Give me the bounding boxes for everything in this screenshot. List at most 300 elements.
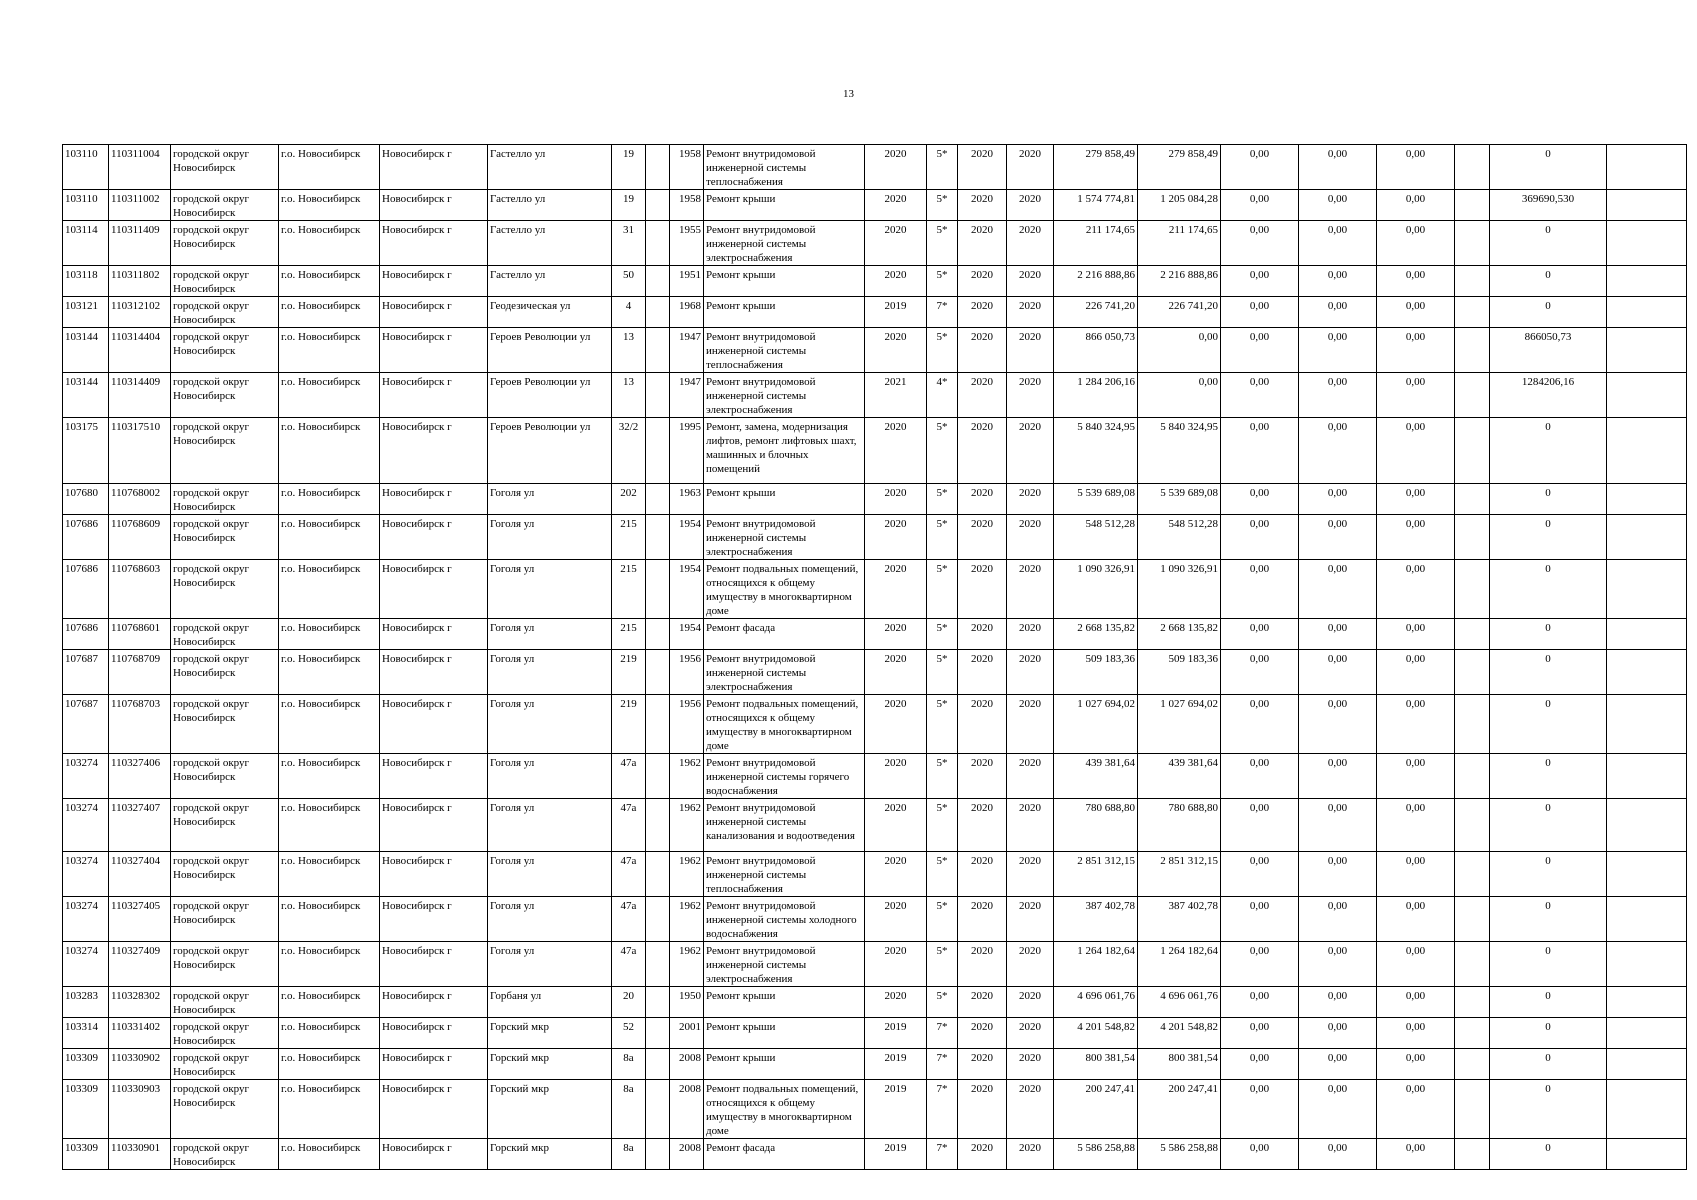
cell-plan-year: 2020 bbox=[865, 852, 927, 897]
cell-local-budget: 0,00 bbox=[1377, 1080, 1455, 1139]
cell-start-year: 2020 bbox=[958, 266, 1007, 297]
cell-municipality: городской округ Новосибирск bbox=[171, 190, 279, 221]
cell-regional-budget: 0,00 bbox=[1299, 1139, 1377, 1170]
cell-priority: 7* bbox=[927, 1049, 958, 1080]
cell-municipality: городской округ Новосибирск bbox=[171, 515, 279, 560]
cell-owner-funds: 0 bbox=[1490, 942, 1607, 987]
cell-empty-col bbox=[1455, 695, 1490, 754]
cell-street: Гоголя ул bbox=[488, 619, 612, 650]
cell-empty-col bbox=[1455, 297, 1490, 328]
cell-federal-budget: 0,00 bbox=[1221, 1049, 1299, 1080]
cell-regional-fund: 1 027 694,02 bbox=[1138, 695, 1221, 754]
cell-regional-fund: 548 512,28 bbox=[1138, 515, 1221, 560]
cell-start-year: 2020 bbox=[958, 190, 1007, 221]
cell-extra-col bbox=[1607, 1049, 1687, 1080]
cell-extra-col bbox=[1607, 266, 1687, 297]
cell-object-code: 110327407 bbox=[109, 799, 171, 852]
cell-empty-col bbox=[1455, 1080, 1490, 1139]
cell-regional-budget: 0,00 bbox=[1299, 852, 1377, 897]
cell-owner-funds: 369690,530 bbox=[1490, 190, 1607, 221]
cell-regional-fund: 200 247,41 bbox=[1138, 1080, 1221, 1139]
cell-priority: 5* bbox=[927, 145, 958, 190]
cell-owner-funds: 0 bbox=[1490, 650, 1607, 695]
cell-municipal-district: г.о. Новосибирск bbox=[279, 799, 380, 852]
cell-empty-col bbox=[1455, 852, 1490, 897]
cell-extra-col bbox=[1607, 852, 1687, 897]
cell-end-year: 2020 bbox=[1007, 754, 1054, 799]
cell-plan-year: 2020 bbox=[865, 515, 927, 560]
cell-empty-col bbox=[1455, 799, 1490, 852]
cell-locality: Новосибирск г bbox=[380, 297, 488, 328]
cell-object-code: 110311004 bbox=[109, 145, 171, 190]
cell-end-year: 2020 bbox=[1007, 418, 1054, 484]
cell-record-id: 103309 bbox=[63, 1139, 109, 1170]
cell-owner-funds: 0 bbox=[1490, 1018, 1607, 1049]
cell-federal-budget: 0,00 bbox=[1221, 328, 1299, 373]
cell-record-id: 103309 bbox=[63, 1080, 109, 1139]
cell-house-number: 8а bbox=[612, 1080, 646, 1139]
cell-start-year: 2020 bbox=[958, 650, 1007, 695]
cell-empty-col bbox=[1455, 328, 1490, 373]
cell-regional-fund: 509 183,36 bbox=[1138, 650, 1221, 695]
cell-work-type: Ремонт внутридомовой инженерной системы электроснабжения bbox=[704, 515, 865, 560]
cell-local-budget: 0,00 bbox=[1377, 799, 1455, 852]
cell-record-id: 107686 bbox=[63, 515, 109, 560]
cell-locality: Новосибирск г bbox=[380, 1139, 488, 1170]
table-row bbox=[63, 1139, 1687, 1170]
cell-priority: 5* bbox=[927, 852, 958, 897]
cell-object-code: 110768609 bbox=[109, 515, 171, 560]
cell-extra-col bbox=[1607, 619, 1687, 650]
cell-empty-col bbox=[1455, 754, 1490, 799]
cell-end-year: 2020 bbox=[1007, 266, 1054, 297]
cell-plan-year: 2020 bbox=[865, 987, 927, 1018]
cell-plan-year: 2020 bbox=[865, 650, 927, 695]
cell-owner-funds: 0 bbox=[1490, 852, 1607, 897]
cell-owner-funds: 0 bbox=[1490, 418, 1607, 484]
cell-local-budget: 0,00 bbox=[1377, 942, 1455, 987]
cell-total-cost: 4 201 548,82 bbox=[1054, 1018, 1138, 1049]
cell-end-year: 2020 bbox=[1007, 190, 1054, 221]
cell-regional-budget: 0,00 bbox=[1299, 373, 1377, 418]
cell-building bbox=[646, 852, 670, 897]
cell-local-budget: 0,00 bbox=[1377, 190, 1455, 221]
cell-work-type: Ремонт внутридомовой инженерной системы холодного водоснабжения bbox=[704, 897, 865, 942]
cell-owner-funds: 0 bbox=[1490, 145, 1607, 190]
cell-object-code: 110311802 bbox=[109, 266, 171, 297]
table-row bbox=[63, 942, 1687, 987]
cell-regional-budget: 0,00 bbox=[1299, 754, 1377, 799]
cell-local-budget: 0,00 bbox=[1377, 266, 1455, 297]
cell-record-id: 107686 bbox=[63, 619, 109, 650]
cell-empty-col bbox=[1455, 1049, 1490, 1080]
cell-total-cost: 211 174,65 bbox=[1054, 221, 1138, 266]
cell-record-id: 103309 bbox=[63, 1049, 109, 1080]
cell-build-year: 1962 bbox=[670, 799, 704, 852]
cell-work-type: Ремонт внутридомовой инженерной системы электроснабжения bbox=[704, 650, 865, 695]
cell-total-cost: 866 050,73 bbox=[1054, 328, 1138, 373]
cell-total-cost: 200 247,41 bbox=[1054, 1080, 1138, 1139]
cell-record-id: 103114 bbox=[63, 221, 109, 266]
cell-street: Гоголя ул bbox=[488, 650, 612, 695]
cell-object-code: 110331402 bbox=[109, 1018, 171, 1049]
cell-total-cost: 5 840 324,95 bbox=[1054, 418, 1138, 484]
table-row bbox=[63, 484, 1687, 515]
cell-priority: 7* bbox=[927, 1018, 958, 1049]
cell-end-year: 2020 bbox=[1007, 145, 1054, 190]
cell-house-number: 52 bbox=[612, 1018, 646, 1049]
cell-owner-funds: 0 bbox=[1490, 484, 1607, 515]
cell-locality: Новосибирск г bbox=[380, 145, 488, 190]
cell-municipal-district: г.о. Новосибирск bbox=[279, 987, 380, 1018]
cell-work-type: Ремонт крыши bbox=[704, 190, 865, 221]
cell-priority: 5* bbox=[927, 897, 958, 942]
cell-plan-year: 2019 bbox=[865, 1080, 927, 1139]
cell-plan-year: 2020 bbox=[865, 799, 927, 852]
cell-building bbox=[646, 560, 670, 619]
cell-house-number: 219 bbox=[612, 695, 646, 754]
table-row bbox=[63, 799, 1687, 852]
cell-empty-col bbox=[1455, 897, 1490, 942]
cell-regional-budget: 0,00 bbox=[1299, 190, 1377, 221]
cell-total-cost: 1 284 206,16 bbox=[1054, 373, 1138, 418]
cell-total-cost: 2 216 888,86 bbox=[1054, 266, 1138, 297]
cell-end-year: 2020 bbox=[1007, 328, 1054, 373]
cell-start-year: 2020 bbox=[958, 1018, 1007, 1049]
cell-total-cost: 509 183,36 bbox=[1054, 650, 1138, 695]
cell-empty-col bbox=[1455, 942, 1490, 987]
cell-start-year: 2020 bbox=[958, 1080, 1007, 1139]
cell-owner-funds: 0 bbox=[1490, 266, 1607, 297]
cell-regional-fund: 226 741,20 bbox=[1138, 297, 1221, 328]
cell-municipality: городской округ Новосибирск bbox=[171, 1139, 279, 1170]
cell-municipal-district: г.о. Новосибирск bbox=[279, 942, 380, 987]
table-row bbox=[63, 987, 1687, 1018]
cell-house-number: 8а bbox=[612, 1139, 646, 1170]
cell-house-number: 8а bbox=[612, 1049, 646, 1080]
table-row bbox=[63, 221, 1687, 266]
cell-total-cost: 4 696 061,76 bbox=[1054, 987, 1138, 1018]
table-row bbox=[63, 266, 1687, 297]
table-row bbox=[63, 1018, 1687, 1049]
cell-house-number: 215 bbox=[612, 515, 646, 560]
cell-regional-fund: 0,00 bbox=[1138, 328, 1221, 373]
cell-local-budget: 0,00 bbox=[1377, 852, 1455, 897]
cell-house-number: 50 bbox=[612, 266, 646, 297]
cell-extra-col bbox=[1607, 515, 1687, 560]
cell-municipality: городской округ Новосибирск bbox=[171, 221, 279, 266]
cell-building bbox=[646, 418, 670, 484]
cell-total-cost: 279 858,49 bbox=[1054, 145, 1138, 190]
cell-extra-col bbox=[1607, 373, 1687, 418]
cell-building bbox=[646, 145, 670, 190]
table-row bbox=[63, 190, 1687, 221]
cell-local-budget: 0,00 bbox=[1377, 1139, 1455, 1170]
cell-locality: Новосибирск г bbox=[380, 987, 488, 1018]
cell-build-year: 1958 bbox=[670, 145, 704, 190]
cell-federal-budget: 0,00 bbox=[1221, 619, 1299, 650]
cell-build-year: 1962 bbox=[670, 754, 704, 799]
cell-federal-budget: 0,00 bbox=[1221, 897, 1299, 942]
cell-house-number: 47а bbox=[612, 942, 646, 987]
cell-regional-fund: 800 381,54 bbox=[1138, 1049, 1221, 1080]
cell-municipal-district: г.о. Новосибирск bbox=[279, 650, 380, 695]
cell-object-code: 110311002 bbox=[109, 190, 171, 221]
cell-street: Гоголя ул bbox=[488, 897, 612, 942]
cell-plan-year: 2020 bbox=[865, 484, 927, 515]
cell-regional-budget: 0,00 bbox=[1299, 650, 1377, 695]
cell-build-year: 1958 bbox=[670, 190, 704, 221]
cell-start-year: 2020 bbox=[958, 328, 1007, 373]
cell-end-year: 2020 bbox=[1007, 987, 1054, 1018]
cell-record-id: 103110 bbox=[63, 190, 109, 221]
cell-federal-budget: 0,00 bbox=[1221, 297, 1299, 328]
cell-build-year: 1954 bbox=[670, 515, 704, 560]
cell-plan-year: 2020 bbox=[865, 190, 927, 221]
cell-house-number: 47а bbox=[612, 799, 646, 852]
cell-regional-fund: 279 858,49 bbox=[1138, 145, 1221, 190]
cell-build-year: 1951 bbox=[670, 266, 704, 297]
cell-object-code: 110327406 bbox=[109, 754, 171, 799]
cell-record-id: 103175 bbox=[63, 418, 109, 484]
cell-empty-col bbox=[1455, 560, 1490, 619]
cell-plan-year: 2021 bbox=[865, 373, 927, 418]
cell-priority: 5* bbox=[927, 560, 958, 619]
cell-street: Гастелло ул bbox=[488, 266, 612, 297]
cell-work-type: Ремонт подвальных помещений, относящихся к общему имуществу в многоквартирном доме bbox=[704, 560, 865, 619]
cell-street: Гоголя ул bbox=[488, 515, 612, 560]
cell-municipal-district: г.о. Новосибирск bbox=[279, 754, 380, 799]
cell-total-cost: 5 539 689,08 bbox=[1054, 484, 1138, 515]
cell-work-type: Ремонт подвальных помещений, относящихся к общему имуществу в многоквартирном доме bbox=[704, 695, 865, 754]
cell-plan-year: 2020 bbox=[865, 560, 927, 619]
cell-building bbox=[646, 515, 670, 560]
cell-regional-budget: 0,00 bbox=[1299, 1049, 1377, 1080]
cell-record-id: 103314 bbox=[63, 1018, 109, 1049]
cell-locality: Новосибирск г bbox=[380, 190, 488, 221]
cell-extra-col bbox=[1607, 221, 1687, 266]
cell-locality: Новосибирск г bbox=[380, 897, 488, 942]
cell-municipality: городской округ Новосибирск bbox=[171, 560, 279, 619]
cell-build-year: 1956 bbox=[670, 650, 704, 695]
cell-owner-funds: 0 bbox=[1490, 1139, 1607, 1170]
cell-record-id: 103283 bbox=[63, 987, 109, 1018]
cell-build-year: 1963 bbox=[670, 484, 704, 515]
cell-extra-col bbox=[1607, 484, 1687, 515]
cell-build-year: 1968 bbox=[670, 297, 704, 328]
cell-record-id: 103274 bbox=[63, 799, 109, 852]
cell-work-type: Ремонт крыши bbox=[704, 297, 865, 328]
cell-regional-budget: 0,00 bbox=[1299, 266, 1377, 297]
cell-regional-budget: 0,00 bbox=[1299, 328, 1377, 373]
cell-regional-fund: 4 201 548,82 bbox=[1138, 1018, 1221, 1049]
cell-empty-col bbox=[1455, 373, 1490, 418]
table-body bbox=[63, 145, 1687, 1170]
cell-start-year: 2020 bbox=[958, 754, 1007, 799]
cell-owner-funds: 0 bbox=[1490, 897, 1607, 942]
cell-municipality: городской округ Новосибирск bbox=[171, 619, 279, 650]
cell-total-cost: 5 586 258,88 bbox=[1054, 1139, 1138, 1170]
cell-record-id: 107686 bbox=[63, 560, 109, 619]
cell-empty-col bbox=[1455, 418, 1490, 484]
cell-municipality: городской округ Новосибирск bbox=[171, 942, 279, 987]
cell-empty-col bbox=[1455, 987, 1490, 1018]
cell-regional-fund: 2 216 888,86 bbox=[1138, 266, 1221, 297]
cell-start-year: 2020 bbox=[958, 799, 1007, 852]
cell-object-code: 110328302 bbox=[109, 987, 171, 1018]
cell-local-budget: 0,00 bbox=[1377, 754, 1455, 799]
cell-end-year: 2020 bbox=[1007, 221, 1054, 266]
cell-owner-funds: 1284206,16 bbox=[1490, 373, 1607, 418]
cell-priority: 7* bbox=[927, 297, 958, 328]
cell-end-year: 2020 bbox=[1007, 484, 1054, 515]
capital-repair-table bbox=[62, 144, 1687, 1170]
cell-federal-budget: 0,00 bbox=[1221, 515, 1299, 560]
cell-priority: 5* bbox=[927, 328, 958, 373]
cell-record-id: 103144 bbox=[63, 373, 109, 418]
cell-street: Гастелло ул bbox=[488, 190, 612, 221]
cell-empty-col bbox=[1455, 1018, 1490, 1049]
cell-work-type: Ремонт фасада bbox=[704, 619, 865, 650]
cell-federal-budget: 0,00 bbox=[1221, 266, 1299, 297]
cell-plan-year: 2020 bbox=[865, 695, 927, 754]
cell-total-cost: 439 381,64 bbox=[1054, 754, 1138, 799]
table-row bbox=[63, 650, 1687, 695]
cell-empty-col bbox=[1455, 190, 1490, 221]
cell-total-cost: 780 688,80 bbox=[1054, 799, 1138, 852]
cell-locality: Новосибирск г bbox=[380, 1080, 488, 1139]
cell-priority: 5* bbox=[927, 650, 958, 695]
cell-regional-budget: 0,00 bbox=[1299, 1080, 1377, 1139]
cell-municipal-district: г.о. Новосибирск bbox=[279, 297, 380, 328]
cell-municipality: городской округ Новосибирск bbox=[171, 373, 279, 418]
cell-priority: 5* bbox=[927, 695, 958, 754]
cell-record-id: 103274 bbox=[63, 942, 109, 987]
cell-street: Героев Революции ул bbox=[488, 418, 612, 484]
cell-empty-col bbox=[1455, 650, 1490, 695]
cell-federal-budget: 0,00 bbox=[1221, 221, 1299, 266]
cell-build-year: 1962 bbox=[670, 942, 704, 987]
cell-owner-funds: 0 bbox=[1490, 619, 1607, 650]
cell-record-id: 103144 bbox=[63, 328, 109, 373]
cell-record-id: 103121 bbox=[63, 297, 109, 328]
cell-house-number: 31 bbox=[612, 221, 646, 266]
cell-street: Гоголя ул bbox=[488, 484, 612, 515]
cell-extra-col bbox=[1607, 754, 1687, 799]
cell-object-code: 110327409 bbox=[109, 942, 171, 987]
table-row bbox=[63, 1080, 1687, 1139]
cell-street: Горский мкр bbox=[488, 1080, 612, 1139]
cell-plan-year: 2020 bbox=[865, 754, 927, 799]
cell-start-year: 2020 bbox=[958, 297, 1007, 328]
cell-total-cost: 226 741,20 bbox=[1054, 297, 1138, 328]
cell-build-year: 1947 bbox=[670, 373, 704, 418]
cell-plan-year: 2020 bbox=[865, 418, 927, 484]
cell-build-year: 1995 bbox=[670, 418, 704, 484]
cell-locality: Новосибирск г bbox=[380, 418, 488, 484]
cell-street: Гоголя ул bbox=[488, 852, 612, 897]
cell-regional-budget: 0,00 bbox=[1299, 515, 1377, 560]
cell-locality: Новосибирск г bbox=[380, 1049, 488, 1080]
cell-federal-budget: 0,00 bbox=[1221, 484, 1299, 515]
cell-regional-fund: 780 688,80 bbox=[1138, 799, 1221, 852]
cell-regional-budget: 0,00 bbox=[1299, 799, 1377, 852]
cell-work-type: Ремонт внутридомовой инженерной системы электроснабжения bbox=[704, 221, 865, 266]
cell-building bbox=[646, 484, 670, 515]
cell-start-year: 2020 bbox=[958, 852, 1007, 897]
cell-end-year: 2020 bbox=[1007, 619, 1054, 650]
cell-priority: 5* bbox=[927, 987, 958, 1018]
cell-street: Горбаня ул bbox=[488, 987, 612, 1018]
cell-federal-budget: 0,00 bbox=[1221, 190, 1299, 221]
cell-work-type: Ремонт фасада bbox=[704, 1139, 865, 1170]
cell-municipal-district: г.о. Новосибирск bbox=[279, 897, 380, 942]
cell-regional-budget: 0,00 bbox=[1299, 695, 1377, 754]
cell-building bbox=[646, 1139, 670, 1170]
cell-building bbox=[646, 373, 670, 418]
cell-start-year: 2020 bbox=[958, 897, 1007, 942]
cell-priority: 5* bbox=[927, 754, 958, 799]
cell-record-id: 107680 bbox=[63, 484, 109, 515]
cell-street: Горский мкр bbox=[488, 1139, 612, 1170]
cell-building bbox=[646, 987, 670, 1018]
cell-street: Гоголя ул bbox=[488, 560, 612, 619]
cell-building bbox=[646, 619, 670, 650]
cell-municipal-district: г.о. Новосибирск bbox=[279, 145, 380, 190]
cell-locality: Новосибирск г bbox=[380, 560, 488, 619]
cell-total-cost: 548 512,28 bbox=[1054, 515, 1138, 560]
cell-street: Горский мкр bbox=[488, 1018, 612, 1049]
cell-work-type: Ремонт внутридомовой инженерной системы теплоснабжения bbox=[704, 852, 865, 897]
cell-local-budget: 0,00 bbox=[1377, 297, 1455, 328]
table-row bbox=[63, 515, 1687, 560]
table-row bbox=[63, 328, 1687, 373]
cell-build-year: 1950 bbox=[670, 987, 704, 1018]
cell-local-budget: 0,00 bbox=[1377, 515, 1455, 560]
cell-end-year: 2020 bbox=[1007, 515, 1054, 560]
cell-record-id: 103274 bbox=[63, 852, 109, 897]
cell-work-type: Ремонт внутридомовой инженерной системы канализования и водоотведения bbox=[704, 799, 865, 852]
cell-street: Гоголя ул bbox=[488, 942, 612, 987]
cell-regional-fund: 387 402,78 bbox=[1138, 897, 1221, 942]
cell-extra-col bbox=[1607, 1080, 1687, 1139]
cell-house-number: 47а bbox=[612, 754, 646, 799]
cell-object-code: 110768709 bbox=[109, 650, 171, 695]
cell-municipality: городской округ Новосибирск bbox=[171, 695, 279, 754]
cell-priority: 5* bbox=[927, 266, 958, 297]
cell-street: Гоголя ул bbox=[488, 799, 612, 852]
cell-regional-fund: 2 668 135,82 bbox=[1138, 619, 1221, 650]
cell-plan-year: 2020 bbox=[865, 266, 927, 297]
cell-federal-budget: 0,00 bbox=[1221, 942, 1299, 987]
cell-federal-budget: 0,00 bbox=[1221, 650, 1299, 695]
cell-object-code: 110312102 bbox=[109, 297, 171, 328]
cell-municipal-district: г.о. Новосибирск bbox=[279, 1139, 380, 1170]
cell-municipal-district: г.о. Новосибирск bbox=[279, 1018, 380, 1049]
cell-building bbox=[646, 942, 670, 987]
cell-regional-budget: 0,00 bbox=[1299, 560, 1377, 619]
cell-regional-budget: 0,00 bbox=[1299, 1018, 1377, 1049]
cell-extra-col bbox=[1607, 799, 1687, 852]
cell-priority: 5* bbox=[927, 799, 958, 852]
cell-municipality: городской округ Новосибирск bbox=[171, 650, 279, 695]
cell-local-budget: 0,00 bbox=[1377, 484, 1455, 515]
cell-locality: Новосибирск г bbox=[380, 695, 488, 754]
cell-federal-budget: 0,00 bbox=[1221, 695, 1299, 754]
cell-regional-budget: 0,00 bbox=[1299, 145, 1377, 190]
cell-end-year: 2020 bbox=[1007, 650, 1054, 695]
cell-owner-funds: 0 bbox=[1490, 515, 1607, 560]
